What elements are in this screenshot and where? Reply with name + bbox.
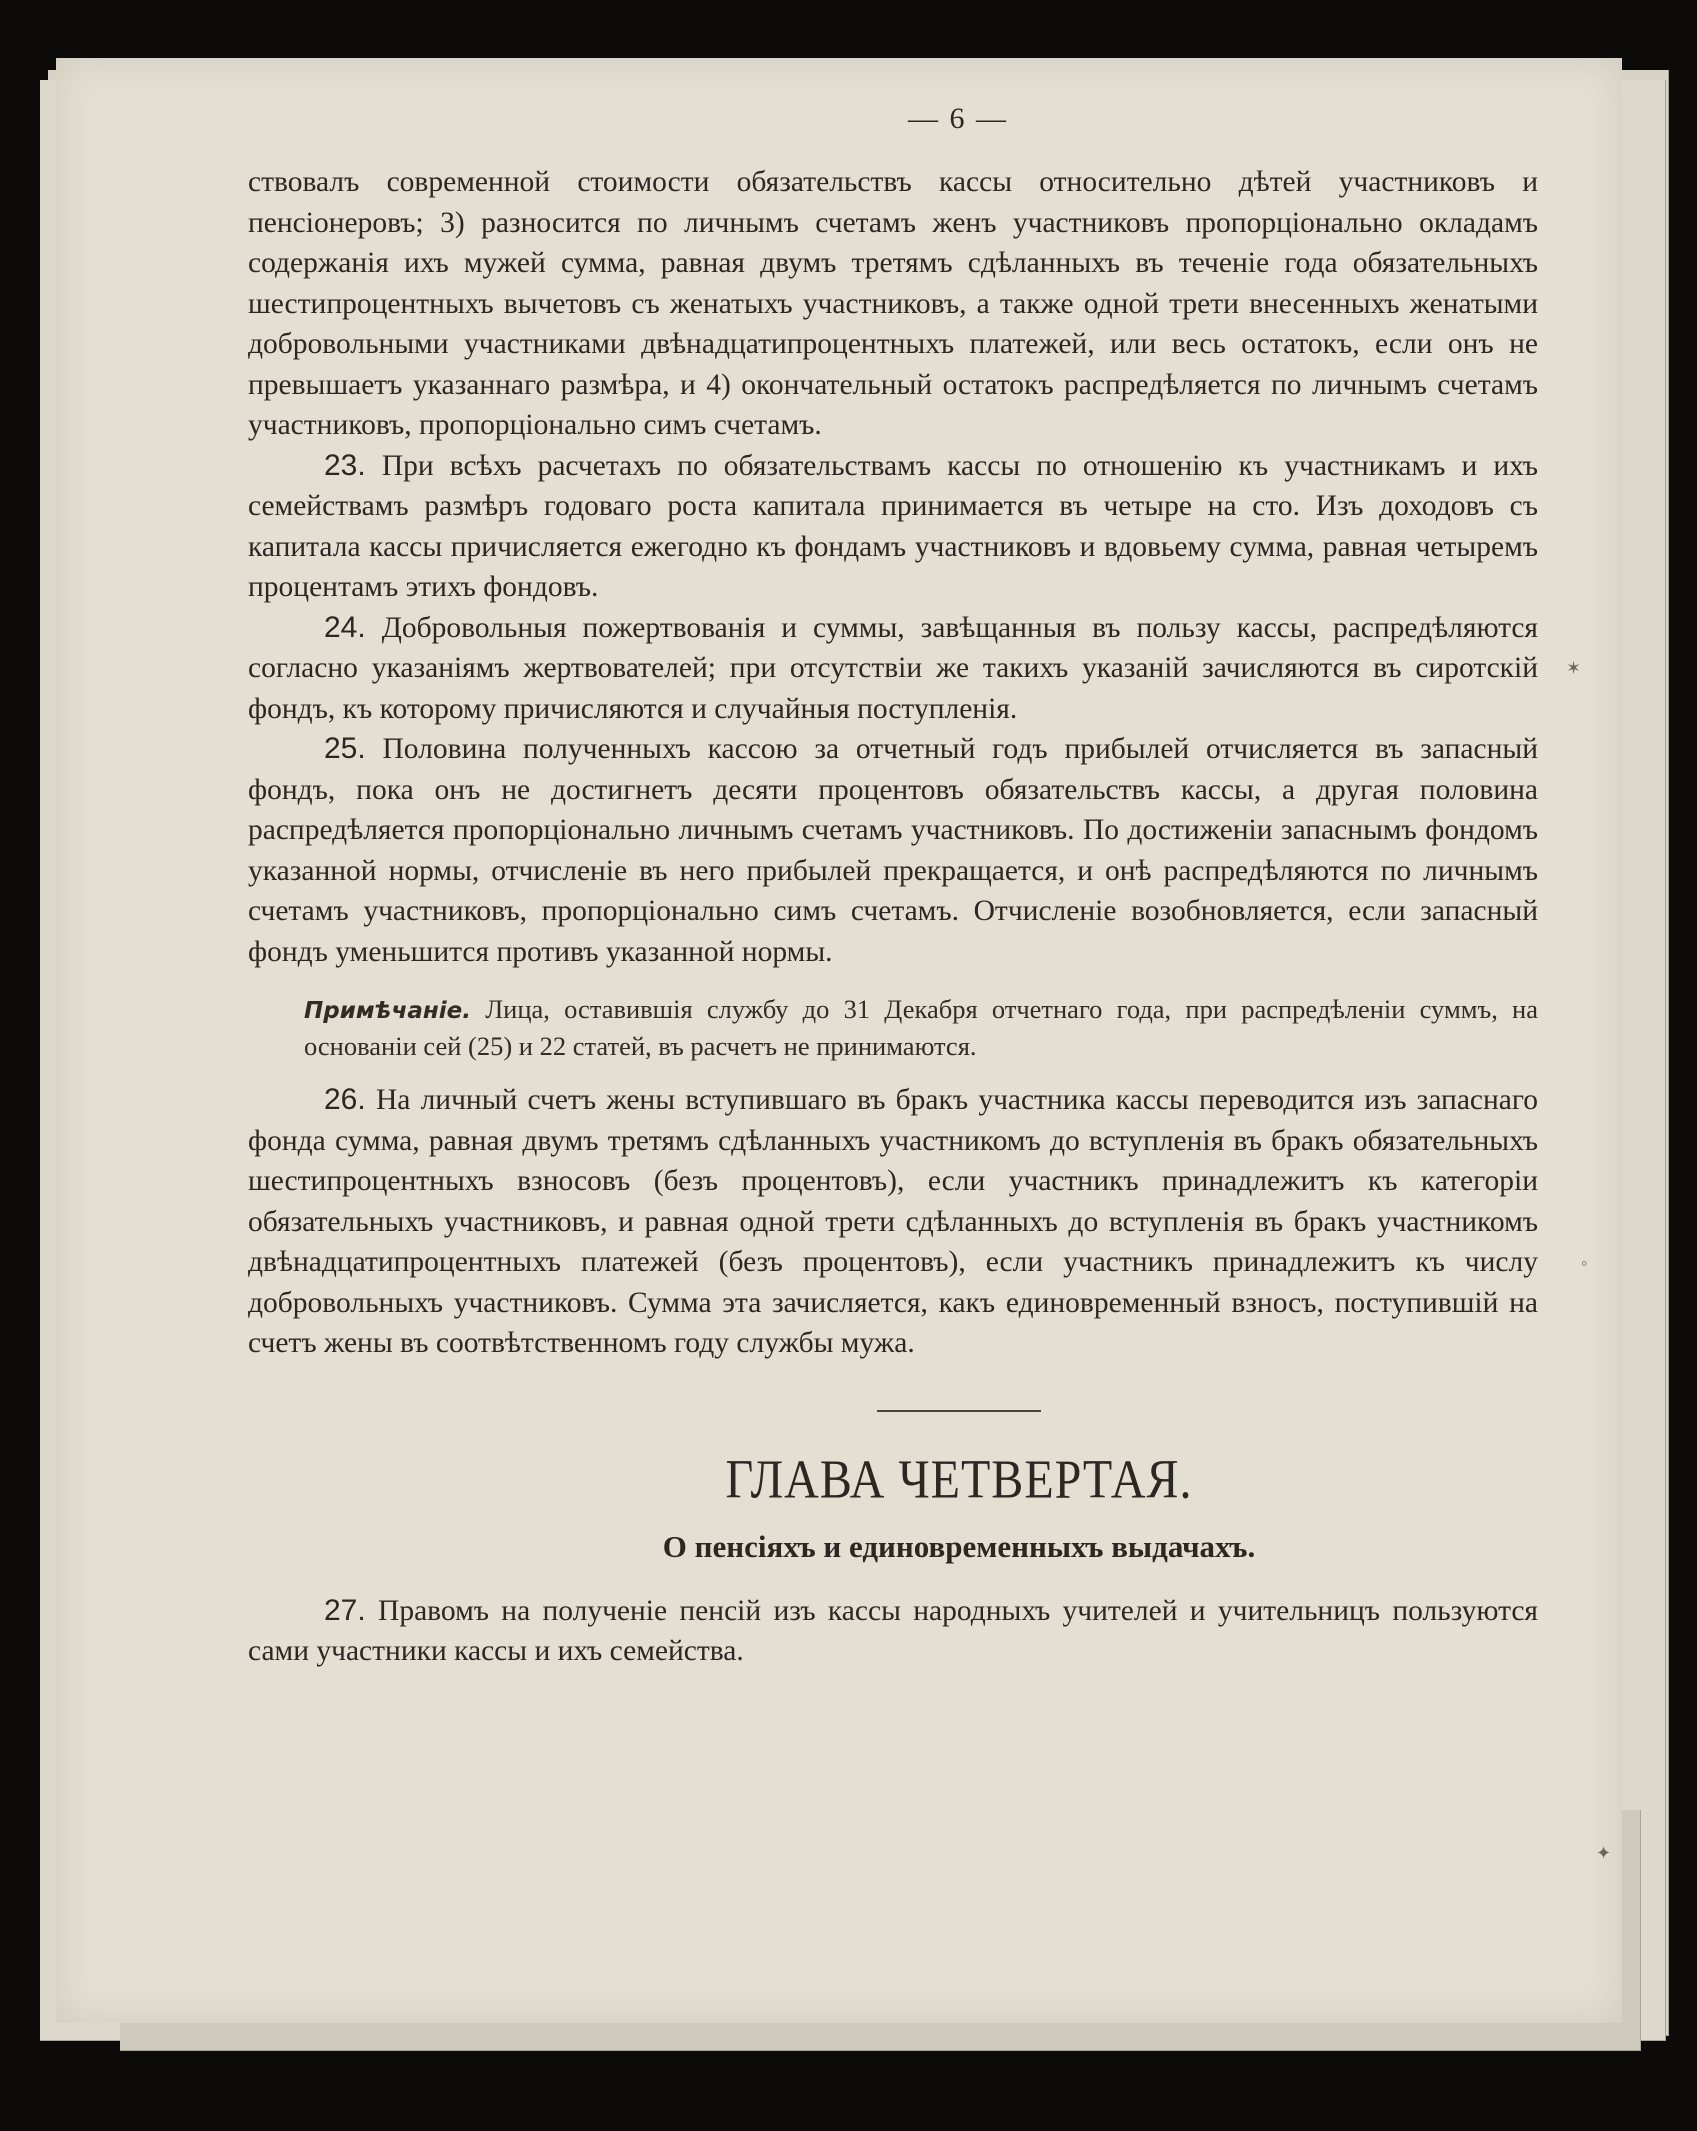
- document-page: [56, 58, 1622, 2023]
- paragraph-continued: ствовалъ современной стоимости обязательствъ кассы относительно дѣтей участниковъ и пенсіонеровъ; 3) разносится по личнымъ счетамъ женъ участниковъ пропорціонально окладамъ содержанія ихъ мужей сумма, равная двумъ третямъ сдѣланныхъ въ теченіе года обязательныхъ шестипроцентныхъ вычетовъ съ женатыхъ участниковъ, а также одной трети внесенныхъ женатыми добровольными участниками двѣнадцатипроцентныхъ платежей, или весь остатокъ, если онъ не превышаетъ указаннаго размѣра, и 4) окончательный остатокъ распредѣляется по личнымъ счетамъ участниковъ, пропорціонально симъ счетамъ.: [248, 166, 1538, 441]
- article-text: Добровольныя пожертвованія и суммы, завѣщанныя въ пользу кассы, распредѣляются согласно указаніямъ жертвователей; при отсутствіи же такихъ указаній зачисляются въ сиротскій фондъ, къ которому причисляются и случайныя поступленія.: [248, 611, 1539, 725]
- binding-mark-icon: ◦: [1581, 1253, 1588, 1273]
- article-text: Правомъ на полученіе пенсій изъ кассы народныхъ учителей и учительницъ пользуются сами участники кассы и ихъ семейства.: [248, 1594, 1538, 1667]
- binding-mark-icon: ✶: [1566, 658, 1582, 678]
- note-text: Лица, оставившія службу до 31 Декабря отчетнаго года, при распредѣленіи суммъ, на основаніи сей (25) и 22 статей, въ расчетъ не принимаются.: [304, 994, 1538, 1061]
- note-label: Примѣчаніе.: [304, 998, 471, 1024]
- article-text: На личный счетъ жены вступившаго въ бракъ участника кассы переводится изъ запаснаго фонда сумма, равная двумъ третямъ сдѣланныхъ участникомъ до вступленія въ бракъ обязательныхъ шестипроцентныхъ взносовъ (безъ процентовъ), если участникъ принадлежитъ къ категоріи обязательныхъ участниковъ, и равная одной трети сдѣланныхъ до вступленія въ бракъ участникомъ двѣнадцатипроцентныхъ платежей (безъ процентовъ), если участникъ принадлежитъ къ числу добровольныхъ участниковъ. Сумма эта зачисляется, какъ единовременный взносъ, поступившій на счетъ жены въ соотвѣтственномъ году службы мужа.: [248, 1084, 1539, 1359]
- binding-mark-icon: ✦: [1596, 1843, 1612, 1863]
- article-number: 27.: [324, 1593, 366, 1627]
- page-number: — 6 —: [908, 102, 1008, 135]
- article-number: 24.: [324, 610, 366, 644]
- article-24: [248, 608, 1538, 730]
- article-number: 26.: [324, 1083, 366, 1116]
- article-number: 23.: [324, 448, 366, 482]
- page-content: [248, 102, 1538, 1672]
- chapter-title: ГЛАВА ЧЕТВЕРТАЯ.: [725, 1448, 1193, 1510]
- article-26: [248, 1080, 1538, 1364]
- article-25: [248, 729, 1538, 972]
- footnote: [304, 992, 1538, 1064]
- article-number: 25.: [324, 732, 366, 765]
- article-27: [248, 1591, 1538, 1672]
- chapter-subtitle: О пенсіяхъ и единовременныхъ выдачахъ.: [662, 1528, 1256, 1564]
- article-23: [248, 446, 1538, 608]
- section-divider: [877, 1410, 1041, 1412]
- article-text: При всѣхъ расчетахъ по обязательствамъ кассы по отношенію къ участникамъ и ихъ семействамъ размѣръ годоваго роста капитала принимается въ четыре на сто. Изъ доходовъ съ капитала кассы причисляется ежегодно къ фондамъ участниковъ и вдовьему сумма, равная четыремъ процентамъ этихъ фондовъ.: [248, 449, 1539, 603]
- article-text: Половина полученныхъ кассою за отчетный годъ прибылей отчисляется въ запасный фондъ, пока онъ не достигнетъ десяти процентовъ обязательствъ кассы, а другая половина распредѣляется пропорціонально личнымъ счетамъ участниковъ. По достиженіи запаснымъ фондомъ указанной нормы, отчисленіе въ него прибылей прекращается, и онѣ распредѣляются по личнымъ счетамъ участниковъ, пропорціонально симъ счетамъ. Отчисленіе возобновляется, если запасный фондъ уменьшится противъ указанной нормы.: [248, 733, 1538, 968]
